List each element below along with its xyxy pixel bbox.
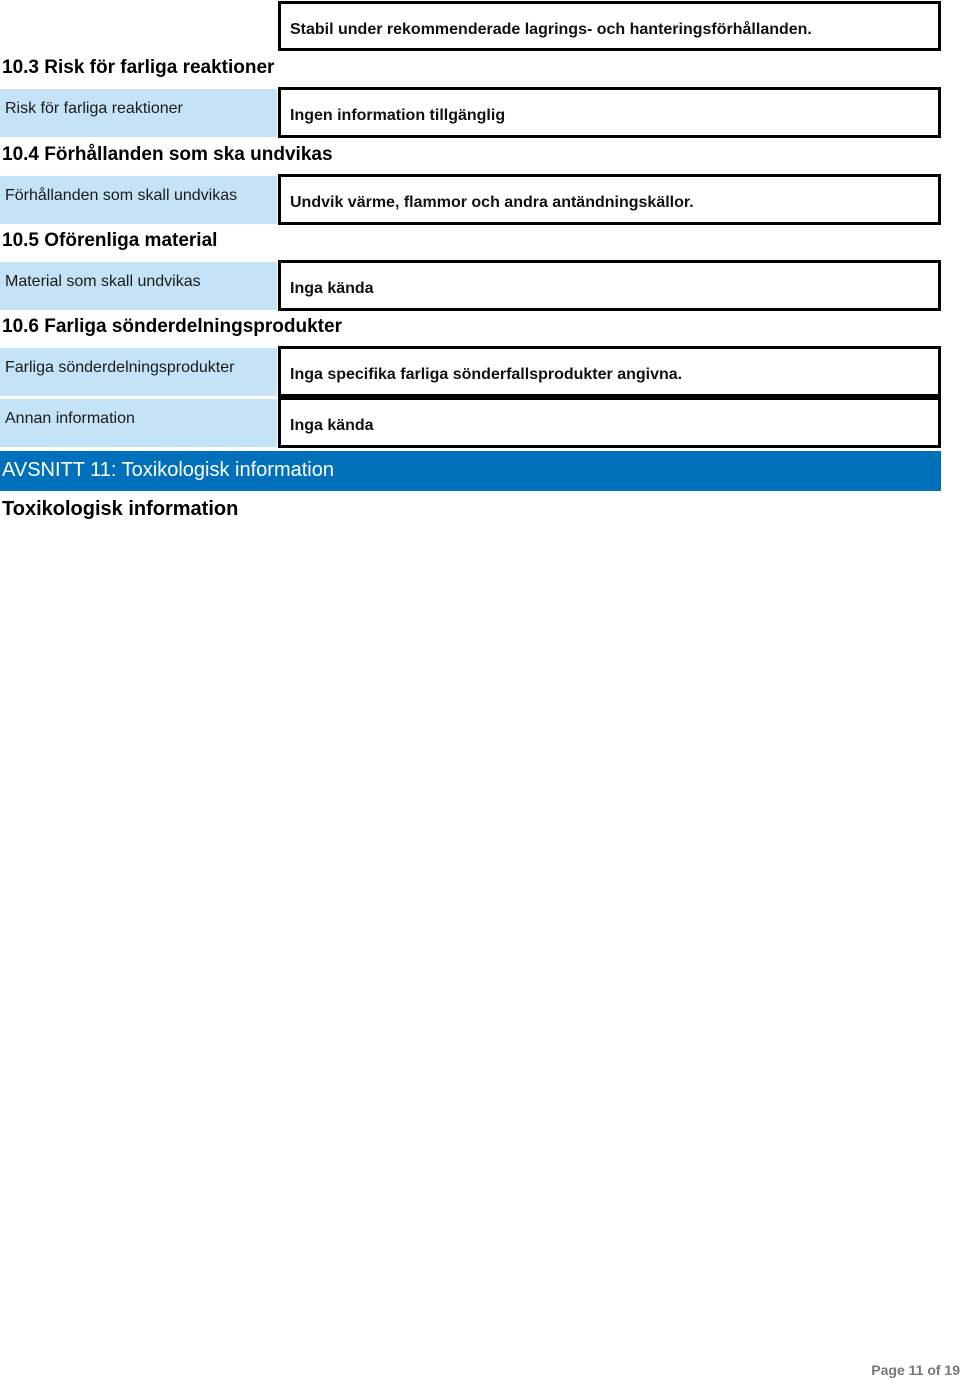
page-number: Page 11 of 19 — [871, 1362, 960, 1378]
section-11-subheading: Toxikologisk information — [2, 498, 239, 520]
value-materials-avoid: Inga kända — [290, 280, 374, 297]
heading-10-3: 10.3 Risk för farliga reaktioner — [2, 57, 275, 78]
value-box-other-info — [278, 397, 941, 448]
value-decomposition: Inga specifika farliga sönderfallsprodukter angivna. — [290, 366, 683, 383]
label-other-info — [0, 399, 277, 447]
stability-value-box — [278, 1, 941, 51]
label-materials-avoid-text: Material som skall undvikas — [5, 273, 201, 290]
heading-10-6: 10.6 Farliga sönderdelningsprodukter — [2, 316, 342, 337]
heading-10-4: 10.4 Förhållanden som ska undvikas — [2, 144, 333, 165]
heading-10-5: 10.5 Oförenliga material — [2, 230, 218, 251]
section-11-header — [0, 451, 941, 491]
value-risk-reactions: Ingen information tillgänglig — [290, 107, 506, 124]
label-conditions-avoid — [0, 176, 277, 224]
label-other-info-text: Annan information — [5, 410, 135, 427]
value-other-info: Inga kända — [290, 417, 374, 434]
label-materials-avoid — [0, 262, 277, 310]
label-decomposition — [0, 348, 277, 396]
label-risk-reactions-text: Risk för farliga reaktioner — [5, 100, 183, 117]
value-box-conditions-avoid — [278, 174, 941, 225]
label-decomposition-text: Farliga sönderdelningsprodukter — [5, 359, 235, 376]
value-box-decomposition — [278, 346, 941, 397]
stability-value: Stabil under rekommenderade lagrings- och hanteringsförhållanden. — [290, 21, 812, 38]
value-box-risk-reactions — [278, 87, 941, 138]
section-11-title: AVSNITT 11: Toxikologisk information — [2, 459, 334, 481]
label-risk-reactions — [0, 89, 277, 137]
value-conditions-avoid: Undvik värme, flammor och andra antändningskällor. — [290, 194, 694, 211]
label-conditions-avoid-text: Förhållanden som skall undvikas — [5, 187, 238, 204]
value-box-materials-avoid — [278, 260, 941, 311]
